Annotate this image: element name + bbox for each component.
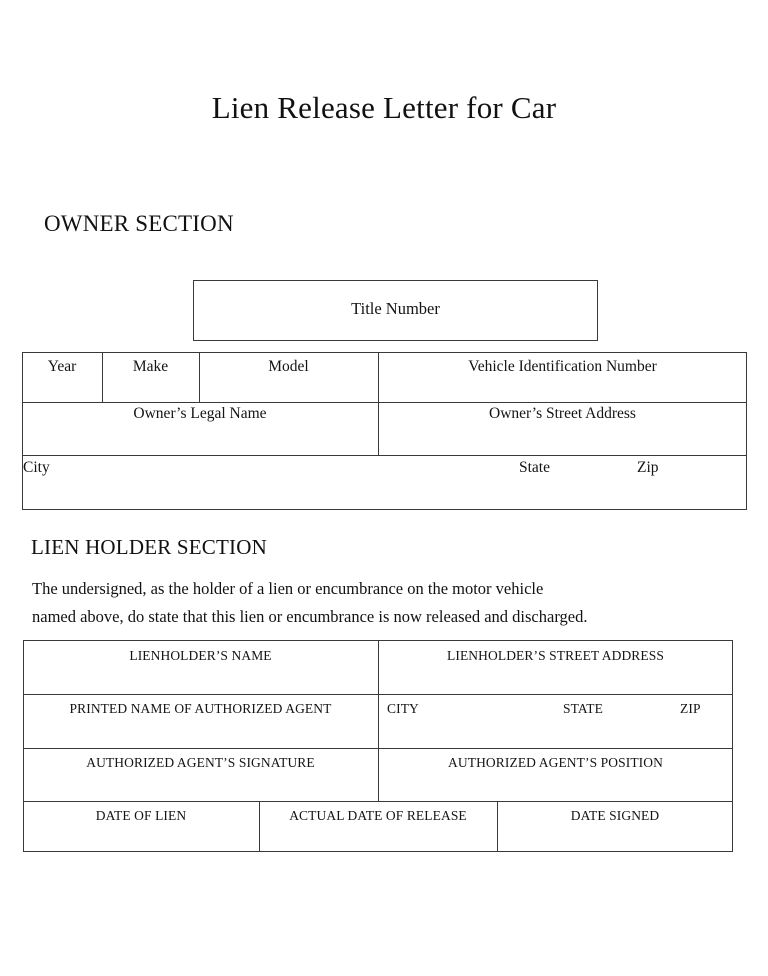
lien-cell-lienholder-name: LIENHOLDER’S NAME: [129, 648, 272, 663]
owner-cell-year: Year: [47, 358, 77, 375]
owner-cell-make: Make: [132, 358, 169, 375]
lien-release-statement: [32, 575, 732, 631]
owner-cell-city: City: [23, 459, 50, 476]
owner-cell-vin: Vehicle Identification Number: [468, 358, 657, 375]
owner-section-heading: OWNER SECTION: [44, 211, 234, 236]
page-title: Lien Release Letter for Car: [211, 90, 557, 125]
owner-table-row-divider-1: [22, 402, 747, 403]
lien-table-row-divider-3: [23, 801, 733, 802]
owner-cell-legal-name: Owner’s Legal Name: [133, 405, 267, 422]
lien-cell-agent-signature: AUTHORIZED AGENT’S SIGNATURE: [86, 755, 315, 770]
owner-table-row-divider-2: [22, 455, 747, 456]
lien-holder-section-heading: LIEN HOLDER SECTION: [31, 535, 267, 559]
owner-cell-street-address: Owner’s Street Address: [489, 405, 636, 422]
lien-cell-date-signed: DATE SIGNED: [570, 808, 660, 823]
lien-cell-printed-name: PRINTED NAME OF AUTHORIZED AGENT: [69, 701, 332, 716]
lien-cell-lienholder-street-address: LIENHOLDER’S STREET ADDRESS: [447, 648, 664, 663]
lien-cell-agent-position: AUTHORIZED AGENT’S POSITION: [448, 755, 663, 770]
owner-cell-state: State: [519, 459, 550, 476]
lien-cell-zip: ZIP: [680, 701, 701, 716]
lien-cell-date-of-lien: DATE OF LIEN: [95, 808, 187, 823]
lien-cell-state: STATE: [563, 701, 603, 716]
lien-cell-city: CITY: [387, 701, 419, 716]
title-number-label: Title Number: [351, 299, 440, 318]
lien-cell-actual-date-of-release: ACTUAL DATE OF RELEASE: [289, 808, 467, 823]
lien-release-statement-line-2: named above, do state that this lien or encumbrance is now released and discharged.: [32, 607, 588, 626]
lien-release-statement-line-1: The undersigned, as the holder of a lien or encumbrance on the motor vehicle: [32, 579, 544, 598]
owner-cell-model: Model: [268, 358, 309, 375]
owner-cell-zip: Zip: [637, 459, 659, 476]
